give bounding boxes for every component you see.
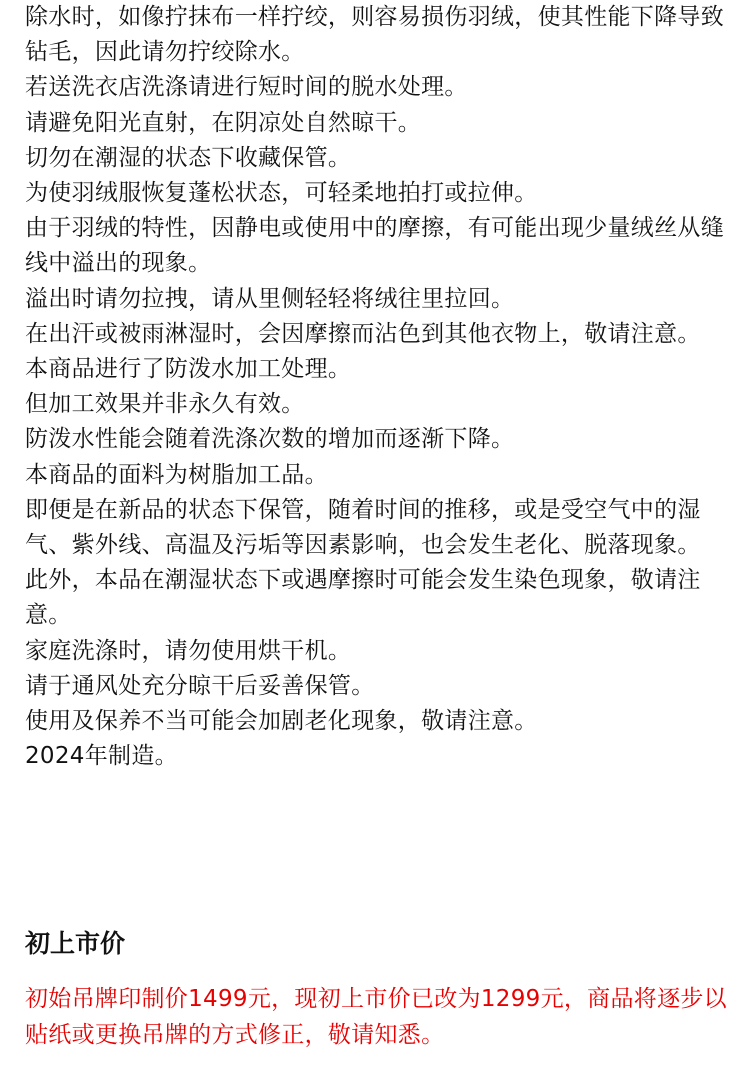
care-note: 但加工效果并非永久有效。: [25, 391, 305, 418]
care-note: 除水时，如像拧抹布一样拧绞，则容易损伤羽绒，使其性能下降导致钻毛，因此请勿拧绞除水。: [25, 4, 724, 66]
care-note: 在出汗或被雨淋湿时，会因摩擦而沾色到其他衣物上，敬请注意。: [25, 320, 701, 347]
care-note: 由于羽绒的特性，因静电或使用中的摩擦，有可能出现少量绒丝从缝线中溢出的现象。: [25, 215, 724, 277]
care-note: 请避免阳光直射，在阴凉处自然晾干。: [25, 109, 422, 136]
care-notes-list: [25, 0, 730, 774]
care-note: 即便是在新品的状态下保管，随着时间的推移，或是受空气中的湿气、紫外线、高温及污垢等因素影响，也会发生老化、脱落现象。: [25, 496, 701, 559]
care-note: 为使羽绒服恢复蓬松状态，可轻柔地拍打或拉伸。: [25, 180, 538, 207]
care-note: 请于通风处充分晾干后妥善保管。: [25, 672, 375, 699]
care-note: 防泼水性能会随着洗涤次数的增加而逐渐下降。: [25, 426, 515, 453]
price-change-notice: 初始吊牌印制价1499元，现初上市价已改为1299元，商品将逐步以贴纸或更换吊牌的方式修正，敬请知悉。: [25, 986, 727, 1048]
care-note: 本商品进行了防泼水加工处理。: [25, 356, 352, 383]
care-note: 使用及保养不当可能会加剧老化现象，敬请注意。: [25, 708, 538, 735]
care-note: 2024年制造。: [25, 743, 178, 770]
care-note: 本商品的面料为树脂加工品。: [25, 461, 328, 488]
care-note: 溢出时请勿拉拽，请从里侧轻轻将绒往里拉回。: [25, 285, 515, 312]
price-section-title: 初上市价: [25, 929, 126, 958]
care-note: 家庭洗涤时，请勿使用烘干机。: [25, 637, 352, 664]
care-note: 若送洗衣店洗涤请进行短时间的脱水处理。: [25, 74, 468, 101]
care-note: 切勿在潮湿的状态下收藏保管。: [25, 144, 352, 171]
care-note: 此外，本品在潮湿状态下或遇摩擦时可能会发生染色现象，敬请注意。: [25, 567, 701, 629]
